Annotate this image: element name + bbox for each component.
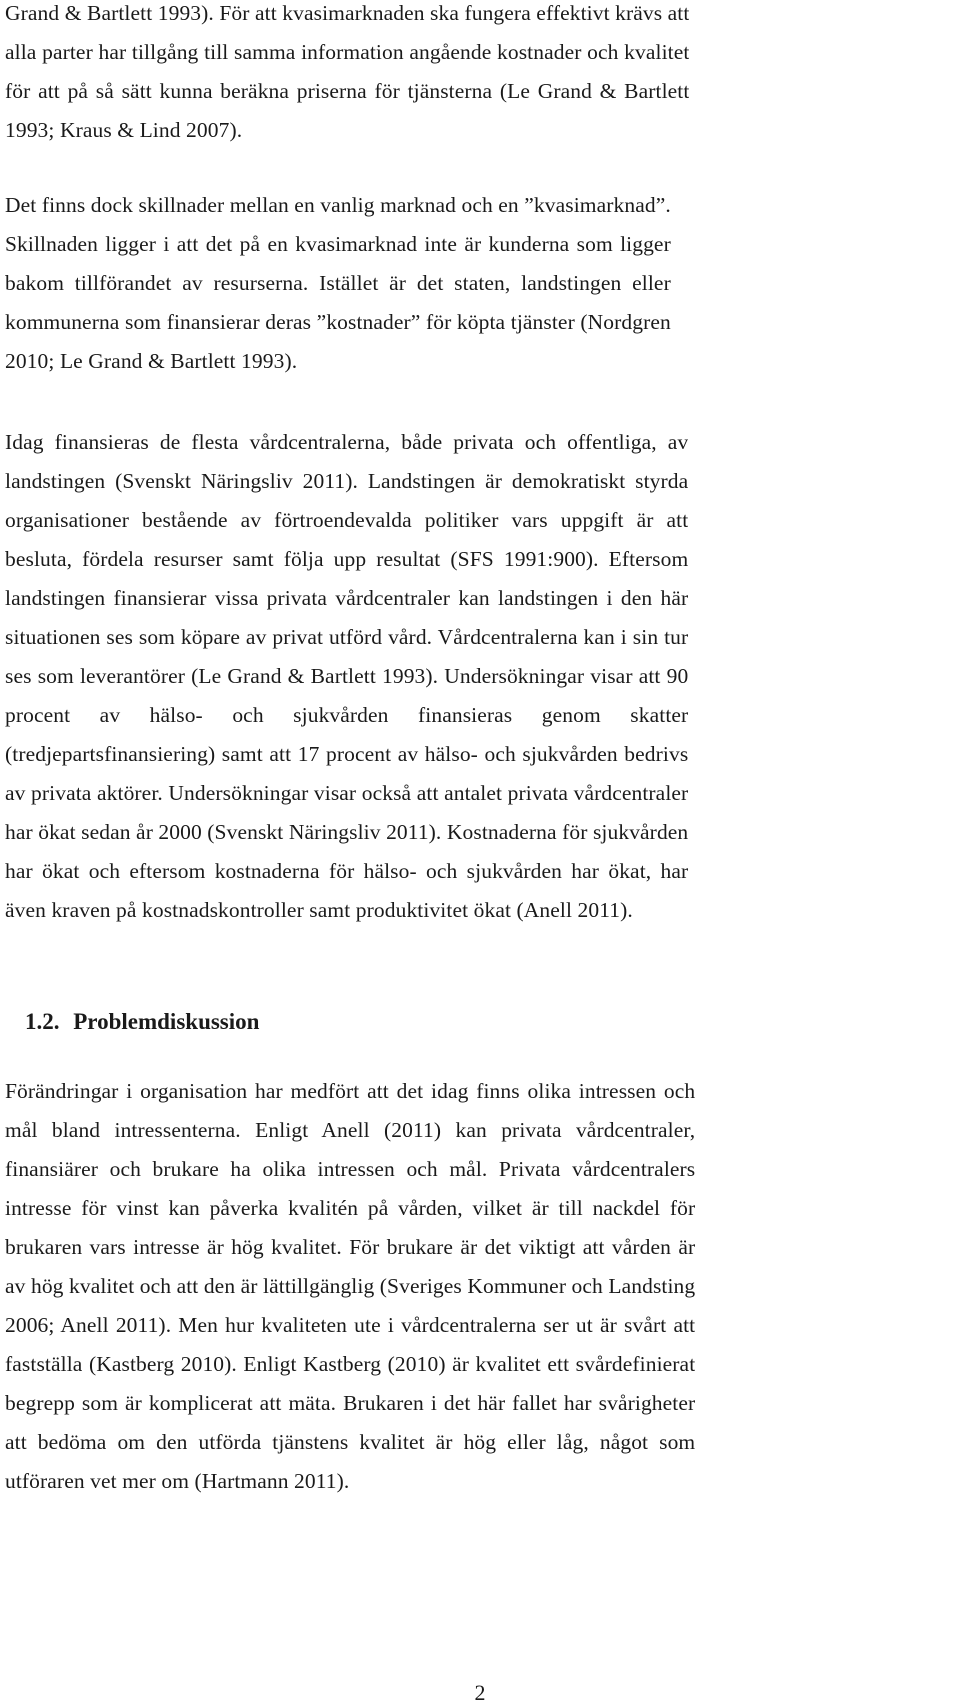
paragraph-problem-discussion	[5, 1072, 695, 1501]
page-number: 2	[474, 1680, 486, 1705]
section-heading	[25, 1007, 259, 1037]
text-line: ses som leverantörer (Le Grand & Bartlett 1993). Undersökningar visar att 90	[5, 664, 689, 688]
text-line: att bedöma om den utförda tjänstens kvalitet är hög eller låg, något som	[5, 1430, 696, 1454]
text-line: finansiärer och brukare ha olika intressen och mål. Privata vårdcentralers	[5, 1157, 696, 1181]
text-line: organisationer bestående av förtroendevalda politiker vars uppgift är att	[5, 508, 689, 532]
text-line: landstingen (Svenskt Näringsliv 2011). Landstingen är demokratiskt styrda	[5, 469, 689, 493]
text-line: har ökat och eftersom kostnaderna för hälso- och sjukvården har ökat, har	[5, 859, 689, 883]
text-line: (tredjepartsfinansiering) samt att 17 procent av hälso- och sjukvården bedrivs	[5, 742, 689, 766]
text-line: även kraven på kostnadskontroller samt produktivitet ökat (Anell 2011).	[5, 898, 633, 922]
text-line: mål bland intressenterna. Enligt Anell (2011) kan privata vårdcentraler,	[5, 1118, 696, 1142]
text-line: intresse för vinst kan påverka kvalitén på vården, vilket är till nackdel för	[5, 1196, 696, 1220]
text-line: Grand & Bartlett 1993). För att kvasimarknaden ska fungera effektivt krävs att	[5, 1, 690, 25]
text-line: brukaren vars intresse är hög kvalitet. För brukare är det viktigt att vården är	[5, 1235, 696, 1259]
text-line: Idag finansieras de flesta vårdcentralerna, både privata och offentliga, av	[5, 430, 689, 454]
text-line: för att på så sätt kunna beräkna priserna för tjänsterna (Le Grand & Bartlett	[5, 79, 690, 103]
section-number: 1.2.	[25, 1009, 60, 1034]
paragraph-financing	[5, 423, 688, 930]
text-line: utföraren vet mer om (Hartmann 2011).	[5, 1469, 350, 1493]
text-line: besluta, fördela resurser samt följa upp resultat (SFS 1991:900). Eftersom	[5, 547, 689, 571]
text-line: bakom tillförandet av resurserna. Istället är det staten, landstingen eller	[5, 271, 671, 295]
text-line: situationen ses som köpare av privat utförd vård. Vårdcentralerna kan i sin tur	[5, 625, 689, 649]
text-line: 2010; Le Grand & Bartlett 1993).	[5, 349, 298, 373]
text-line: 1993; Kraus & Lind 2007).	[5, 118, 243, 142]
text-line: Det finns dock skillnader mellan en vanlig marknad och en ”kvasimarknad”.	[5, 193, 671, 217]
text-line: fastställa (Kastberg 2010). Enligt Kastberg (2010) är kvalitet ett svårdefinierat	[5, 1352, 696, 1376]
text-line: Skillnaden ligger i att det på en kvasimarknad inte är kunderna som ligger	[5, 232, 671, 256]
text-line: 2006; Anell 2011). Men hur kvaliteten ute i vårdcentralerna ser ut är svårt att	[5, 1313, 696, 1337]
text-line: av privata aktörer. Undersökningar visar också att antalet privata vårdcentraler	[5, 781, 689, 805]
paragraph-market-difference	[5, 186, 671, 381]
text-line: landstingen finansierar vissa privata vårdcentraler kan landstingen i den här	[5, 586, 689, 610]
text-line: procent av hälso- och sjukvården finansieras genom skatter	[5, 703, 689, 727]
text-line: begrepp som är komplicerat att mäta. Brukaren i det här fallet har svårigheter	[5, 1391, 696, 1415]
text-line: alla parter har tillgång till samma information angående kostnader och kvalitet	[5, 40, 690, 64]
text-line: har ökat sedan år 2000 (Svenskt Näringsliv 2011). Kostnaderna för sjukvården	[5, 820, 689, 844]
text-line: Förändringar i organisation har medfört att det idag finns olika intressen och	[5, 1079, 696, 1103]
paragraph-intro-continued	[5, 0, 689, 150]
text-line: av hög kvalitet och att den är lättillgänglig (Sveriges Kommuner och Landsting	[5, 1274, 696, 1298]
text-line: kommunerna som finansierar deras ”kostnader” för köpta tjänster (Nordgren	[5, 310, 671, 334]
section-title: Problemdiskussion	[73, 1009, 260, 1034]
